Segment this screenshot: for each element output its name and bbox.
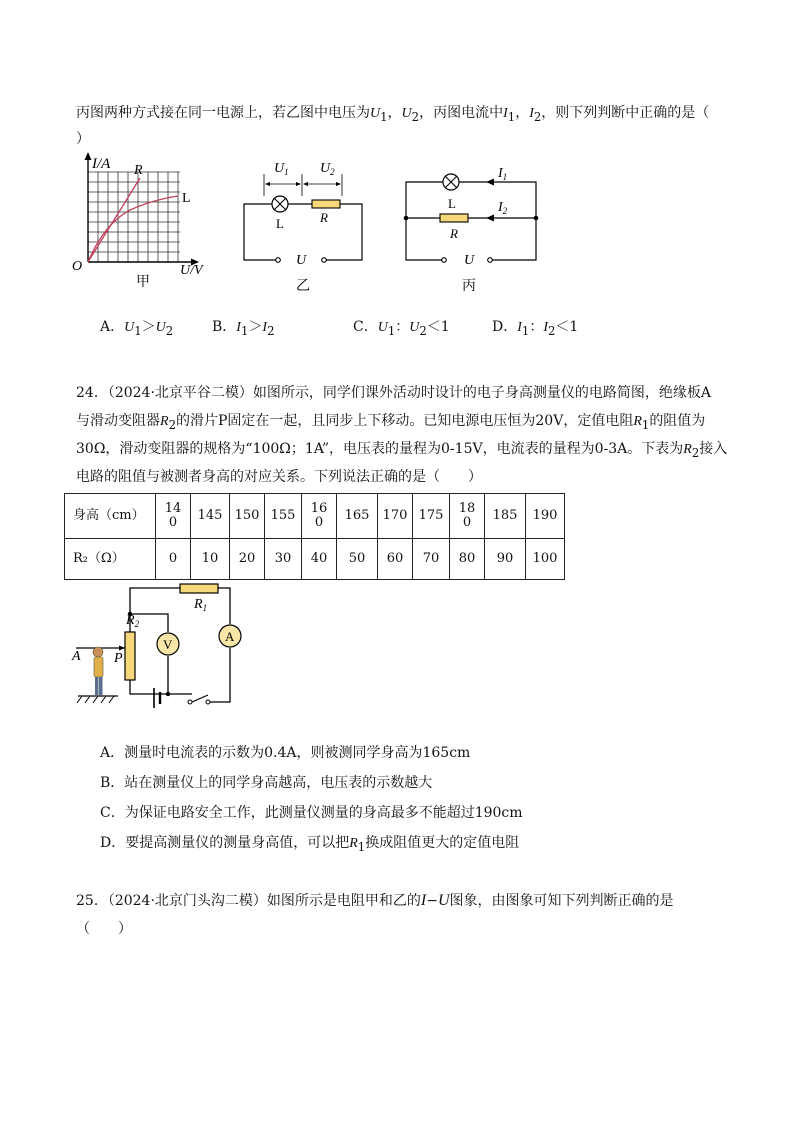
jia-y-axis-label: I/A [92, 156, 111, 172]
q24-option-b[interactable]: B．站在测量仪上的同学身高越高，电压表的示数越大 [100, 775, 433, 791]
board-a-label: A [72, 649, 81, 664]
q24-option-a[interactable]: A．测量时电流表的示数为0.4A，则被测同学身高为165cm [100, 745, 471, 761]
table-cell: 14 0 [156, 494, 191, 539]
circuit-r2-label: $R_2$ [126, 613, 140, 629]
q25-stem-line1: 25．（2024·北京门头沟二模）如图所示是电阻甲和乙的I−U图象，由图象可知下列判断正确的是 [76, 892, 674, 909]
q23-stem-line2: ） [76, 131, 90, 147]
q24-stem-line1: 24．（2024·北京平谷二模）如图所示，同学们课外活动时设计的电子身高测量仪的电路简图，绝缘板A [76, 385, 712, 401]
table-cell: 90 [485, 539, 526, 580]
ammeter-label: A [225, 629, 235, 644]
table-cell: 175 [413, 494, 450, 539]
table-cell: 100 [526, 539, 565, 580]
q24-option-d[interactable]: D．要提高测量仪的测量身高值，可以把$R_1$换成阻值更大的定值电阻 [100, 835, 520, 854]
yi-source-label: U [296, 253, 307, 268]
table-row [65, 494, 565, 539]
figure-bing-circuit [398, 160, 548, 300]
table-cell: 30 [265, 539, 302, 580]
table-cell: 18 0 [450, 494, 485, 539]
figure-jia-graph [68, 150, 218, 295]
bing-source-label: U [464, 253, 475, 268]
table-cell: 70 [413, 539, 450, 580]
jia-caption: 甲 [136, 275, 150, 290]
jia-origin-label: O [72, 259, 83, 274]
jia-x-axis-label: U/V [180, 263, 203, 278]
bing-lamp-label: L [448, 196, 456, 211]
height-resistance-table [64, 493, 565, 580]
table-cell: 170 [378, 494, 413, 539]
q24-stem-line3: 30Ω，滑动变阻器的规格为“100Ω；1A”，电压表的量程为0-15V，电流表的量程为0-3A。下表为$R_2$接入 [76, 441, 728, 460]
voltmeter-label: V [163, 637, 173, 652]
slider-p-label: P [114, 651, 123, 666]
q24-stem-line4: 电路的阻值与被测者身高的对应关系。下列说法正确的是（ ） [76, 469, 482, 485]
table-header-height: 身高（cm） [65, 494, 156, 539]
table-cell: 50 [337, 539, 378, 580]
table-cell: 145 [191, 494, 230, 539]
yi-u2-label: $U_2$ [320, 161, 335, 177]
q23-option-b[interactable]: B．$I_1>I_2$ [212, 319, 275, 338]
q24-option-c[interactable]: C．为保证电路安全工作，此测量仪测量的身高最多不能超过190cm [100, 805, 523, 821]
table-cell: 80 [450, 539, 485, 580]
q23-stem-line1: 丙图两种方式接在同一电源上，若乙图中电压为$U_1$，$U_2$，丙图电流中$I_1$，$I_2$，则下列判断中正确的是（ [76, 105, 710, 124]
table-cell: 185 [485, 494, 526, 539]
yi-u1-label: $U_1$ [274, 161, 289, 177]
yi-lamp-label: L [276, 216, 284, 231]
table-cell: 150 [230, 494, 265, 539]
table-cell: 40 [302, 539, 337, 580]
table-cell: 165 [337, 494, 378, 539]
table-row [65, 539, 565, 580]
student-figure [93, 647, 103, 695]
jia-curve-r-label: R [134, 163, 143, 178]
table-cell: 155 [265, 494, 302, 539]
table-cell: 190 [526, 494, 565, 539]
q23-option-c[interactable]: C．$U_1$：$U_2<1$ [353, 319, 450, 338]
bing-caption: 丙 [462, 279, 476, 294]
bing-i1-label: $I_1$ [498, 166, 508, 182]
q23-option-d[interactable]: D．$I_1$：$I_2<1$ [492, 319, 579, 338]
table-cell: 16 0 [302, 494, 337, 539]
height-meter-circuit [68, 580, 248, 725]
table-cell: 0 [156, 539, 191, 580]
yi-caption: 乙 [296, 279, 310, 294]
table-cell: 60 [378, 539, 413, 580]
yi-resistor-label: R [320, 210, 328, 225]
jia-curve-l-label: L [182, 191, 191, 206]
table-cell: 20 [230, 539, 265, 580]
bing-resistor-label: R [450, 226, 458, 241]
figure-yi-circuit [240, 152, 370, 297]
circuit-r1-label: $R_1$ [194, 597, 208, 613]
q23-option-a[interactable]: A．$U_1>U_2$ [100, 319, 174, 338]
table-header-resistance: R₂（Ω） [65, 539, 156, 580]
q24-stem-line2: 与滑动变阻器$R_2$的滑片P固定在一起，且同步上下移动。已知电源电压恒为20V，定值电阻$R_1$的阻值为 [76, 413, 706, 432]
table-cell: 10 [191, 539, 230, 580]
q25-stem-line2: （ ） [76, 921, 132, 937]
bing-i2-label: $I_2$ [498, 200, 508, 216]
